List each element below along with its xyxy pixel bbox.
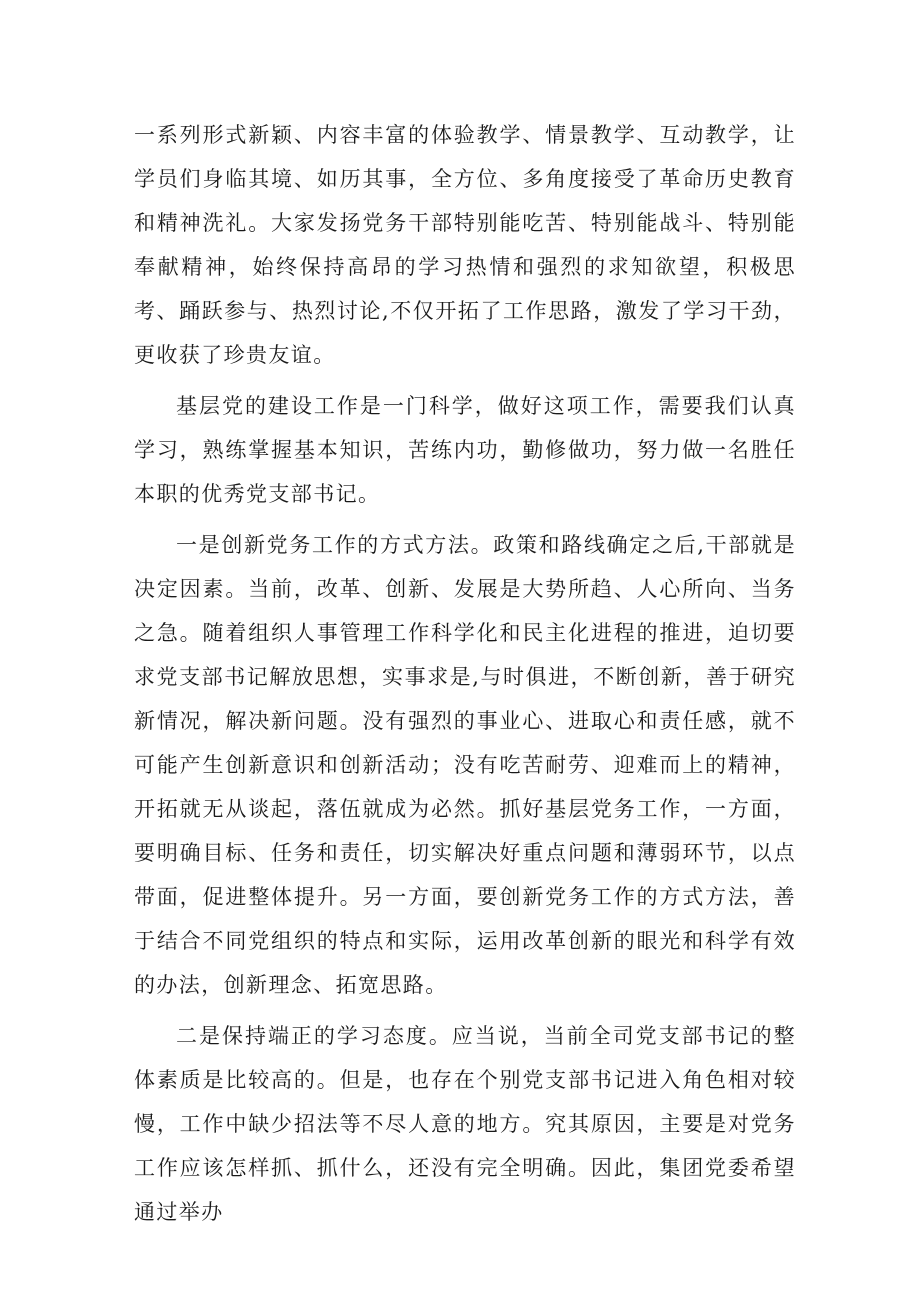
paragraph: 二是保持端正的学习态度。应当说，当前全司党支部书记的整体素质是比较高的。但是，也存在个别党支部书记进入角色相对较慢，工作中缺少招法等不尽人意的地方。究其原因，主要是对党务工作应该怎样抓、抓什么，还没有完全明确。因此，集团党委希望通过举办: [134, 1024, 796, 1224]
paragraph: 一是创新党务工作的方式方法。政策和路线确定之后,干部就是决定因素。当前，改革、创新、发展是大势所趋、人心所向、当务之急。随着组织人事管理工作科学化和民主化进程的推进，迫切要求党支部书记解放思想，实事求是,与时俱进，不断创新，善于研究新情况，解决新问题。没有强烈的事业心、进取心和责任感，就不可能产生创新意识和创新活动；没有吃苦耐劳、迎难而上的精神，开拓就无从谈起，落伍就成为必然。抓好基层党务工作，一方面，要明确目标、任务和责任，切实解决好重点问题和薄弱环节，以点带面，促进整体提升。另一方面，要创新党务工作的方式方法，善于结合不同党组织的特点和实际，运用改革创新的眼光和科学有效的办法，创新理念、拓宽思路。: [134, 533, 796, 997]
paragraph: 基层党的建设工作是一门科学，做好这项工作，需要我们认真学习，熟练掌握基本知识，苦练内功，勤修做功，努力做一名胜任本职的优秀党支部书记。: [134, 394, 796, 506]
paragraph: 一系列形式新颖、内容丰富的体验教学、情景教学、互动教学，让学员们身临其境、如历其事，全方位、多角度接受了革命历史教育和精神洗礼。大家发扬党务干部特别能吃苦、特别能战斗、特别能奉献精神，始终保持高昂的学习热情和强烈的求知欲望，积极思考、踊跃参与、热烈讨论,不仅开拓了工作思路，激发了学习干劲，更收获了珍贵友谊。: [134, 123, 796, 367]
document-body: [134, 113, 796, 1241]
